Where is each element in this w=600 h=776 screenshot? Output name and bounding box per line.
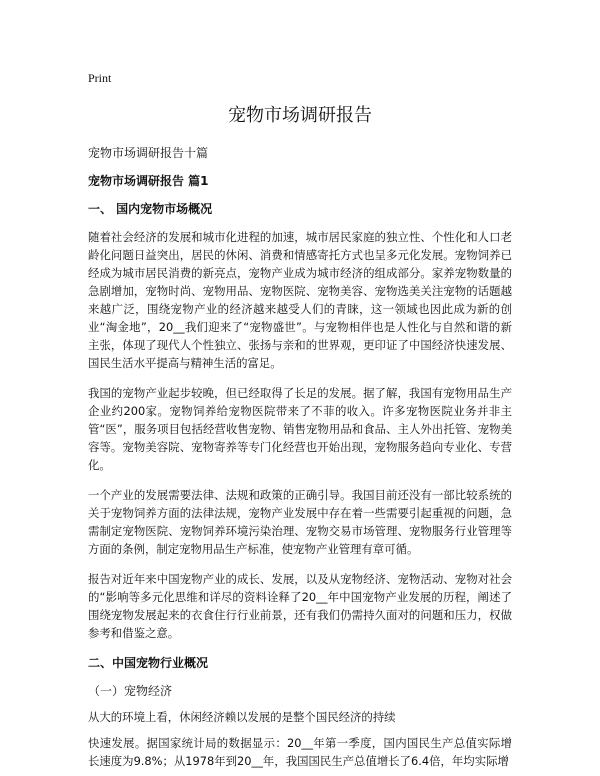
section-heading-domestic-market: 一、 国内宠物市场概况: [88, 202, 213, 216]
paragraph: 我国的宠物产业起步较晚，但已经取得了长足的发展。据了解，我国有宠物用品生产企业约200家。宠物饲养给宠物医院带来了不菲的收入。许多宠物医院业务并非主管“医”，服务项目包括经营收售宠物、销售宠物用品和食品、主人外出托管、宠物美容等。宠物美容院、宠物寄养等专门化经营也开始出现，宠物服务趋向专业化、专营化。: [88, 386, 512, 472]
article-heading: 宠物市场调研报告 篇1: [88, 174, 209, 188]
paragraph: 快速发展。据国家统计局的数据显示：20__年第一季度，国内国民生产总值实际增长速度为9.8%；从1978年到20__年，我国国民生产总值增长了6.4倍，年均实际增: [88, 736, 512, 768]
section-heading-industry-overview: 二、中国宠物行业概况: [88, 656, 209, 670]
paragraph: 从大的环境上看，休闲经济赖以发展的是整个国民经济的持续: [88, 710, 396, 724]
paragraph: 报告对近年来中国宠物产业的成长、发展，以及从宠物经济、宠物活动、宠物对社会的“影响等多元化思维和详尽的资料诠释了20__年中国宠物产业发展的历程，阐述了围绕宠物发展起来的衣食住行行业前景，还有我们仍需持久面对的问题和压力，权做参考和借鉴之意。: [88, 572, 512, 640]
paragraph: 随着社会经济的发展和城市化进程的加速，城市居民家庭的独立性、个性化和人口老龄化问题日益突出，居民的休闲、消费和情感寄托方式也呈多元化发展。宠物饲养已经成为城市居民消费的新亮点，宠物产业成为城市经济的组成部分。家养宠物数量的急剧增加，宠物时尚、宠物用品、宠物医院、宠物美容、宠物选美关注宠物的话题越来越广泛，围绕宠物产业的经济越来越受人们的青睐，这一领域也因此成为新的创业“淘金地”，20__我们迎来了“宠物盛世”。与宠物相伴也是人性化与自然和谐的新主张，体现了现代人个性独立、张扬与亲和的世界观，更印证了中国经济快速发展、国民生活水平提高与精神生活的富足。: [88, 230, 512, 370]
paragraph: 一个产业的发展需要法律、法规和政策的正确引导。我国目前还没有一部比较系统的关于宠物饲养方面的法律法规，宠物产业发展中存在着一些需要引起重视的问题，急需制定宠物医院、宠物饲养环境污染治理、宠物交易市场管理、宠物服务行业管理等方面的条例，制定宠物用品生产标准，使宠物产业管理有章可循。: [88, 488, 512, 556]
document-subtitle: 宠物市场调研报告十篇: [88, 146, 209, 160]
print-label: Print: [88, 71, 112, 85]
subsection-heading-pet-economy: （一）宠物经济: [88, 684, 173, 698]
page-title: 宠物市场调研报告: [228, 105, 372, 126]
